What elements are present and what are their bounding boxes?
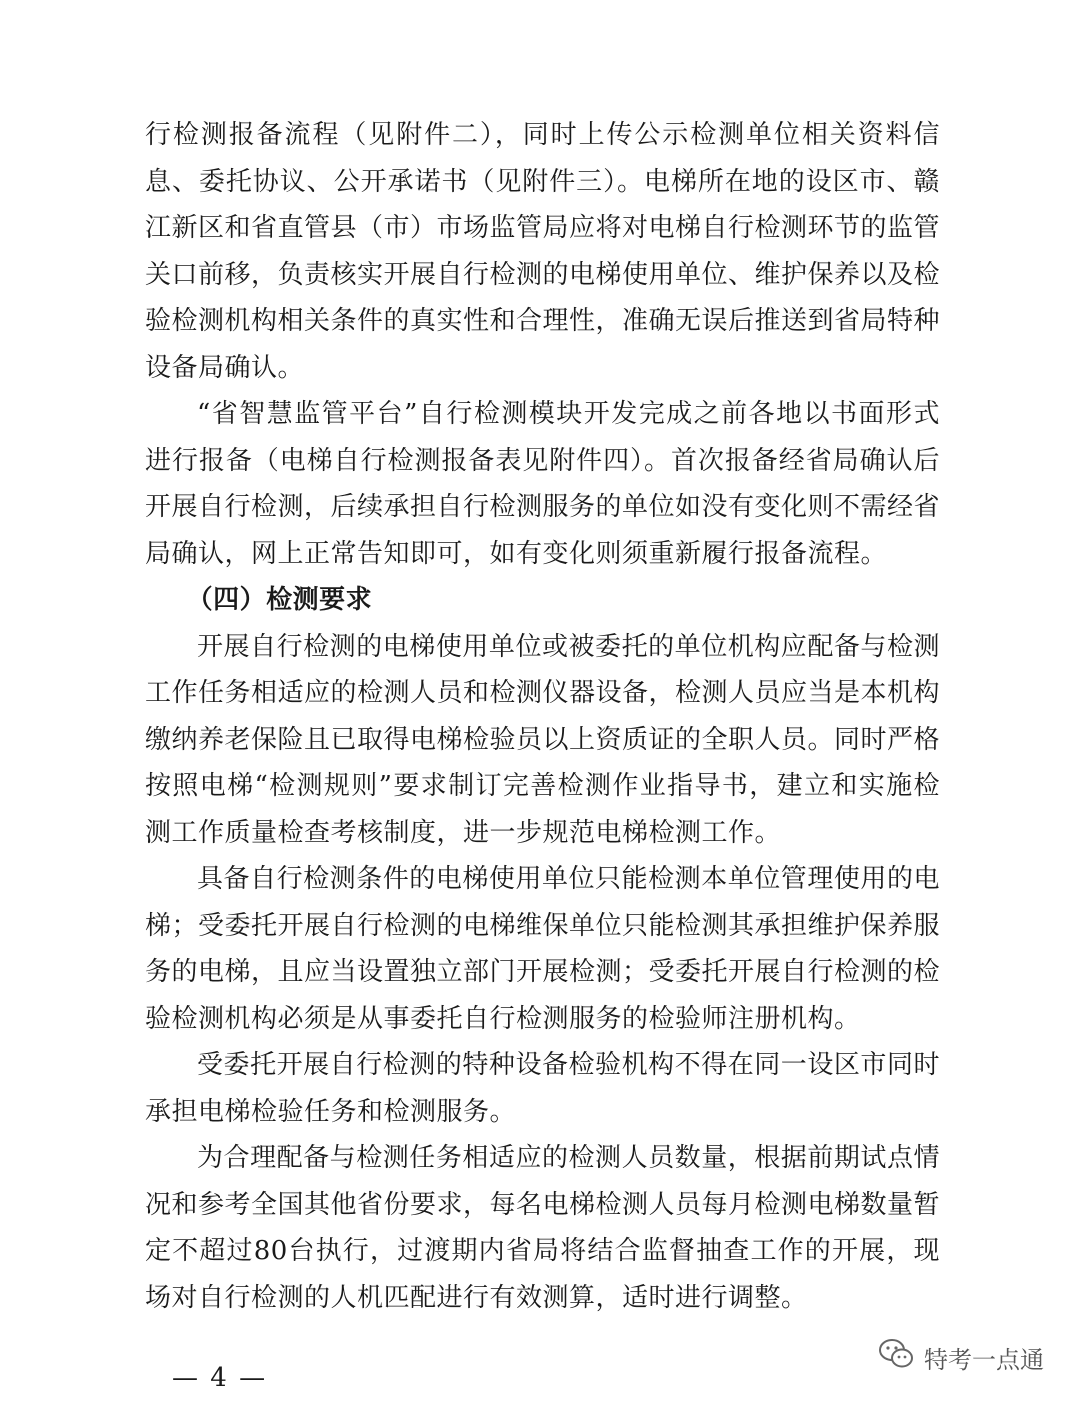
section-heading: （四）检测要求 <box>186 585 373 615</box>
watermark-text: 特考一点通 <box>924 1345 1044 1374</box>
paragraph-4: 具备自行检测条件的电梯使用单位只能检测本单位管理使用的电梯；受委托开展自行检测的电梯维保单位只能检测其承担维护保养服务的电梯，且应当设置独立部门开展检测；受委托开展自行检测的检验检测机构必须是从事委托自行检测服务的检验师注册机构。 <box>145 864 941 1034</box>
page-number: — 4 — <box>172 1363 268 1393</box>
wechat-icon <box>878 1338 914 1376</box>
document-body <box>145 112 940 1321</box>
paragraph-6: 为合理配备与检测任务相适应的检测人员数量，根据前期试点情况和参考全国其他省份要求，每名电梯检测人员每月检测电梯数量暂定不超过80台执行，过渡期内省局将结合监督抽查工作的开展，现场对自行检测的人机匹配进行有效测算，适时进行调整。 <box>145 1143 941 1313</box>
paragraph-2: “省智慧监管平台”自行检测模块开发完成之前各地以书面形式进行报备（电梯自行检测报备表见附件四）。首次报备经省局确认后开展自行检测，后续承担自行检测服务的单位如没有变化则不需经省局确认，网上正常告知即可，如有变化则须重新履行报备流程。 <box>145 399 941 569</box>
watermark <box>878 1338 1044 1376</box>
paragraph-3: 开展自行检测的电梯使用单位或被委托的单位机构应配备与检测工作任务相适应的检测人员和检测仪器设备，检测人员应当是本机构缴纳养老保险且已取得电梯检验员以上资质证的全职人员。同时严格按照电梯“检测规则”要求制订完善检测作业指导书，建立和实施检测工作质量检查考核制度，进一步规范电梯检测工作。 <box>145 631 941 848</box>
paragraph-5: 受委托开展自行检测的特种设备检验机构不得在同一设区市同时承担电梯检验任务和检测服务。 <box>145 1050 940 1127</box>
paragraph-1: 行检测报备流程（见附件二），同时上传公示检测单位相关资料信息、委托协议、公开承诺书（见附件三）。电梯所在地的设区市、赣江新区和省直管县（市）市场监管局应将对电梯自行检测环节的监管关口前移，负责核实开展自行检测的电梯使用单位、维护保养以及检验检测机构相关条件的真实性和合理性，准确无误后推送到省局特种设备局确认。 <box>145 120 941 383</box>
